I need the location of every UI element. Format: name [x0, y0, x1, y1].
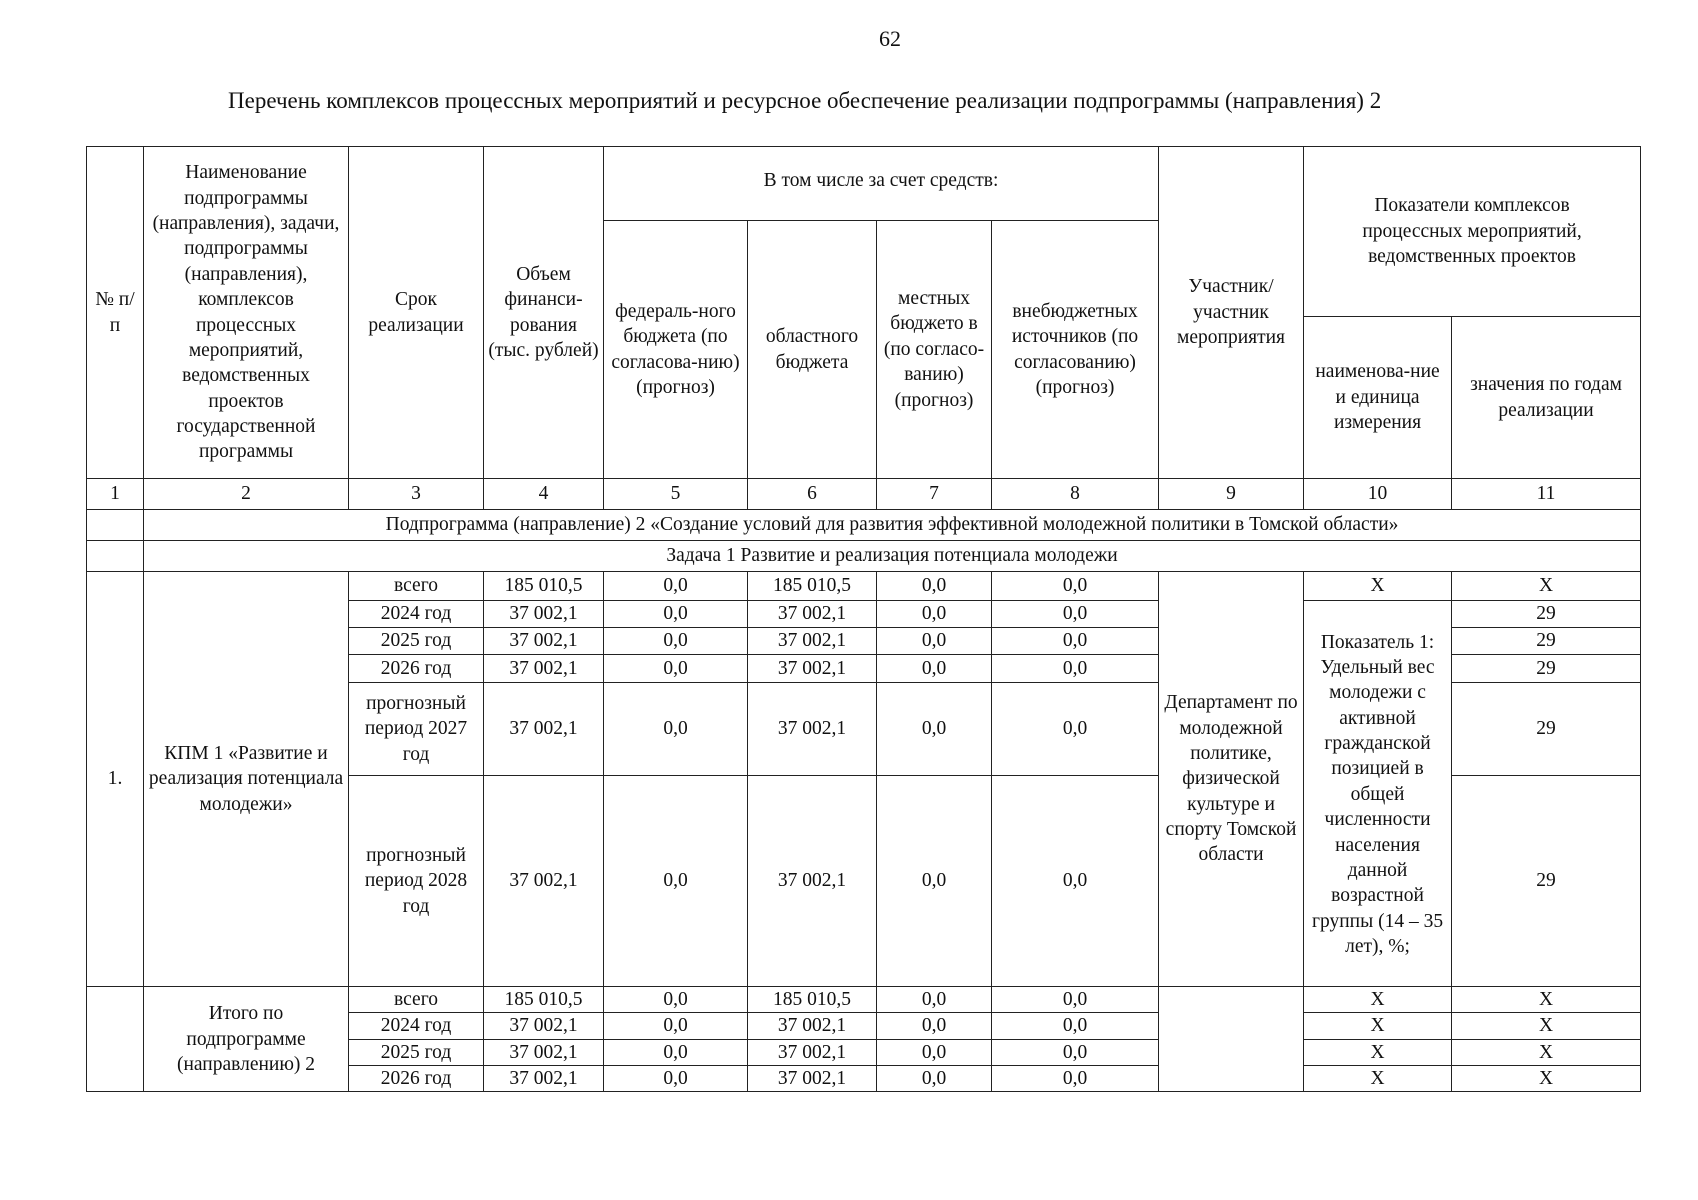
extra-cell: 0,0	[992, 572, 1159, 601]
indicator-name-cell: X	[1304, 1013, 1452, 1039]
federal-cell: 0,0	[604, 601, 748, 628]
extra-cell: 0,0	[992, 1066, 1159, 1092]
regional-cell: 37 002,1	[748, 628, 877, 655]
extra-cell: 0,0	[992, 1013, 1159, 1039]
term-cell: 2026 год	[349, 1066, 484, 1092]
term-cell: всего	[349, 987, 484, 1013]
header-term: Срок реализации	[349, 147, 484, 479]
kpm-participant: Департамент по молодежной политике, физической культуре и спорту Томской области	[1159, 572, 1304, 987]
local-cell: 0,0	[877, 1013, 992, 1039]
regional-cell: 185 010,5	[748, 572, 877, 601]
table-row	[87, 987, 1641, 1013]
indicator-value-cell: X	[1452, 572, 1641, 601]
col-number: 11	[1452, 479, 1641, 510]
col-number: 6	[748, 479, 877, 510]
volume-cell: 37 002,1	[484, 1039, 604, 1065]
extra-cell: 0,0	[992, 628, 1159, 655]
federal-cell: 0,0	[604, 572, 748, 601]
volume-cell: 185 010,5	[484, 572, 604, 601]
local-cell: 0,0	[877, 776, 992, 987]
col-number: 4	[484, 479, 604, 510]
kpm-number: 1.	[87, 572, 144, 987]
extra-cell: 0,0	[992, 683, 1159, 776]
local-cell: 0,0	[877, 683, 992, 776]
term-cell: 2024 год	[349, 601, 484, 628]
header-volume: Объем финанси-рования (тыс. рублей)	[484, 147, 604, 479]
local-cell: 0,0	[877, 987, 992, 1013]
subprogram-row: Подпрограмма (направление) 2 «Создание условий для развития эффективной молодежной политики в Томской области»	[144, 510, 1641, 541]
regional-cell: 37 002,1	[748, 776, 877, 987]
indicator-value-cell: X	[1452, 987, 1641, 1013]
page-number: 62	[879, 26, 901, 51]
indicator-name-cell: X	[1304, 1066, 1452, 1092]
task-row: Задача 1 Развитие и реализация потенциала молодежи	[144, 541, 1641, 572]
header-local: местных бюджето в (по согласо-ванию) (прогноз)	[877, 221, 992, 479]
header-indicator-values: значения по годам реализации	[1452, 317, 1641, 479]
federal-cell: 0,0	[604, 628, 748, 655]
federal-cell: 0,0	[604, 1066, 748, 1092]
indicator-value-cell: 29	[1452, 601, 1641, 628]
kpm-indicator-name: Показатель 1: Удельный вес молодежи с активной гражданской позицией в общей численности населения данной возрастной группы (14 – 35 лет), %;	[1304, 601, 1452, 987]
federal-cell: 0,0	[604, 776, 748, 987]
header-num: № п/п	[87, 147, 144, 479]
federal-cell: 0,0	[604, 1039, 748, 1065]
federal-cell: 0,0	[604, 987, 748, 1013]
federal-cell: 0,0	[604, 683, 748, 776]
indicator-name-cell: X	[1304, 987, 1452, 1013]
local-cell: 0,0	[877, 1039, 992, 1065]
volume-cell: 37 002,1	[484, 1013, 604, 1039]
col-number: 1	[87, 479, 144, 510]
indicator-value-cell: 29	[1452, 776, 1641, 987]
indicator-value-cell: 29	[1452, 683, 1641, 776]
extra-cell: 0,0	[992, 987, 1159, 1013]
program-table	[86, 146, 1641, 1092]
header-indicator-name: наименова-ние и единица измерения	[1304, 317, 1452, 479]
term-cell: 2025 год	[349, 1039, 484, 1065]
col-number: 10	[1304, 479, 1452, 510]
local-cell: 0,0	[877, 572, 992, 601]
volume-cell: 37 002,1	[484, 601, 604, 628]
local-cell: 0,0	[877, 601, 992, 628]
volume-cell: 37 002,1	[484, 628, 604, 655]
empty-cell	[87, 987, 144, 1092]
col-number: 2	[144, 479, 349, 510]
col-number: 7	[877, 479, 992, 510]
volume-cell: 185 010,5	[484, 987, 604, 1013]
indicator-value-cell: 29	[1452, 655, 1641, 683]
column-numbers-row	[87, 479, 1641, 510]
header-participant: Участник/ участник мероприятия	[1159, 147, 1304, 479]
header-extra: внебюджетных источников (по согласованию) (прогноз)	[992, 221, 1159, 479]
header-federal: федераль-ного бюджета (по согласова-нию) (прогноз)	[604, 221, 748, 479]
term-cell: 2025 год	[349, 628, 484, 655]
regional-cell: 37 002,1	[748, 655, 877, 683]
extra-cell: 0,0	[992, 601, 1159, 628]
local-cell: 0,0	[877, 1066, 992, 1092]
indicator-value-cell: 29	[1452, 628, 1641, 655]
term-cell: прогнозный период 2028 год	[349, 776, 484, 987]
regional-cell: 185 010,5	[748, 987, 877, 1013]
indicator-name-cell: X	[1304, 1039, 1452, 1065]
term-cell: прогнозный период 2027 год	[349, 683, 484, 776]
regional-cell: 37 002,1	[748, 683, 877, 776]
federal-cell: 0,0	[604, 655, 748, 683]
regional-cell: 37 002,1	[748, 601, 877, 628]
local-cell: 0,0	[877, 628, 992, 655]
indicator-value-cell: X	[1452, 1066, 1641, 1092]
indicator-name-cell: X	[1304, 572, 1452, 601]
header-regional: областного бюджета	[748, 221, 877, 479]
regional-cell: 37 002,1	[748, 1066, 877, 1092]
term-cell: 2026 год	[349, 655, 484, 683]
term-cell: 2024 год	[349, 1013, 484, 1039]
total-name: Итого по подпрограмме (направлению) 2	[144, 987, 349, 1092]
indicator-value-cell: X	[1452, 1039, 1641, 1065]
col-number: 9	[1159, 479, 1304, 510]
empty-cell	[1159, 987, 1304, 1092]
indicator-value-cell: X	[1452, 1013, 1641, 1039]
kpm-name: КПМ 1 «Развитие и реализация потенциала молодежи»	[144, 572, 349, 987]
regional-cell: 37 002,1	[748, 1013, 877, 1039]
extra-cell: 0,0	[992, 655, 1159, 683]
table-row	[87, 572, 1641, 601]
empty-cell	[87, 510, 144, 541]
empty-cell	[87, 541, 144, 572]
col-number: 5	[604, 479, 748, 510]
col-number: 8	[992, 479, 1159, 510]
header-including: В том числе за счет средств:	[604, 147, 1159, 221]
extra-cell: 0,0	[992, 776, 1159, 987]
regional-cell: 37 002,1	[748, 1039, 877, 1065]
federal-cell: 0,0	[604, 1013, 748, 1039]
extra-cell: 0,0	[992, 1039, 1159, 1065]
local-cell: 0,0	[877, 655, 992, 683]
header-indicators: Показатели комплексов процессных мероприятий, ведомственных проектов	[1304, 147, 1641, 317]
page-title: Перечень комплексов процессных мероприятий и ресурсное обеспечение реализации подпрограммы (направления) 2	[228, 88, 1382, 113]
col-number: 3	[349, 479, 484, 510]
volume-cell: 37 002,1	[484, 1066, 604, 1092]
term-cell: всего	[349, 572, 484, 601]
volume-cell: 37 002,1	[484, 655, 604, 683]
volume-cell: 37 002,1	[484, 776, 604, 987]
header-name: Наименование подпрограммы (направления), задачи, подпрограммы (направления), комплексов процессных мероприятий, ведомственных проектов государственной программы	[144, 147, 349, 479]
volume-cell: 37 002,1	[484, 683, 604, 776]
